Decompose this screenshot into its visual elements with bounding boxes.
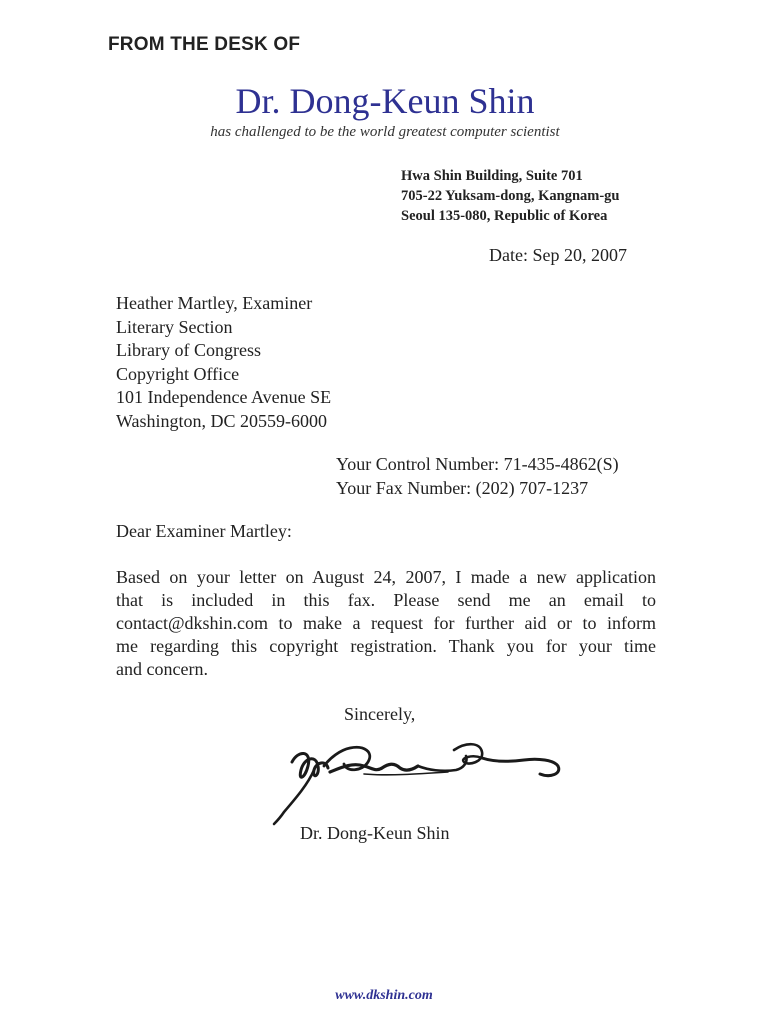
recipient-line: Literary Section [116, 316, 233, 337]
recipient-line: Washington, DC 20559-6000 [116, 410, 328, 431]
letter-date: Date: Sep 20, 2007 [489, 245, 627, 265]
author-tagline: has challenged to be the world greatest computer scientist [210, 124, 560, 140]
fax-number: Your Fax Number: (202) 707-1237 [336, 477, 589, 498]
recipient-address [116, 292, 331, 433]
sender-address-line: Seoul 135-080, Republic of Korea [401, 208, 608, 224]
website-link[interactable]: www.dkshin.com [335, 988, 433, 1003]
body-line: contact@dkshin.com to make a request for further aid or to inform [116, 613, 656, 633]
sender-address-line: Hwa Shin Building, Suite 701 [401, 168, 583, 184]
control-number: Your Control Number: 71-435-4862(S) [336, 454, 619, 474]
body-line: Based on your letter on August 24, 2007, I made a new application [116, 567, 656, 587]
recipient-line: Heather Martley, Examiner [116, 293, 313, 313]
desk-header: FROM THE DESK OF [108, 34, 301, 55]
body-line: that is included in this fax. Please send me an email to [116, 590, 656, 610]
handwritten-signature-icon [268, 732, 568, 827]
closing: Sincerely, [344, 704, 416, 724]
recipient-line: Library of Congress [116, 340, 261, 360]
reference-numbers [336, 453, 619, 500]
sender-address [401, 166, 620, 226]
author-name: Dr. Dong-Keun Shin [235, 81, 535, 121]
salutation: Dear Examiner Martley: [116, 521, 292, 541]
body-line: me regarding this copyright registration. Thank you for your time [116, 636, 656, 656]
sender-address-line: 705-22 Yuksam-dong, Kangnam-gu [401, 188, 620, 204]
recipient-line: Copyright Office [116, 363, 240, 384]
body-paragraph [116, 566, 656, 681]
recipient-line: 101 Independence Avenue SE [116, 387, 332, 407]
body-line: and concern. [116, 659, 208, 679]
signer-name: Dr. Dong-Keun Shin [300, 823, 450, 843]
